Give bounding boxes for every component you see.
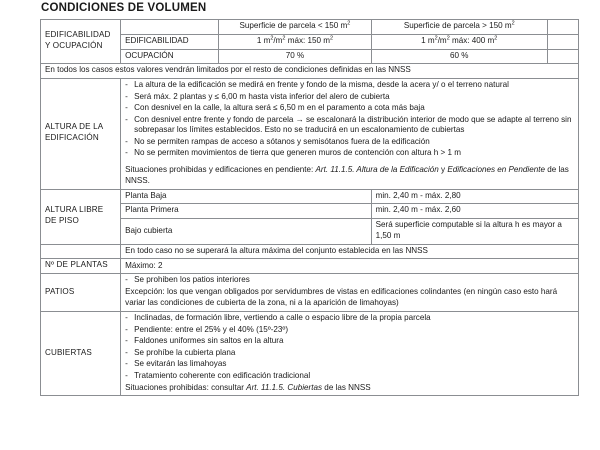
table-row xyxy=(41,259,579,274)
list-item: - Pendiente: entre el 25% y el 40% (15º-23º) xyxy=(125,325,574,336)
superscript-2: 2 xyxy=(347,20,351,27)
list-item: - Se prohiben los patios interiores xyxy=(125,275,574,286)
sublabel-ocupacion: OCUPACIÓN xyxy=(121,49,219,64)
superscript-2: 2 xyxy=(494,35,498,42)
row-label-altura-edificacion xyxy=(41,79,121,190)
table-row xyxy=(41,189,579,204)
conditions-table xyxy=(40,19,579,396)
superscript-2: 2 xyxy=(434,35,438,42)
header-superficie-menor xyxy=(219,20,371,35)
item-value-bajo-cubierta: Será superficie computable si la altura h es mayor a 1,50 m xyxy=(371,219,578,245)
superscript-2: 2 xyxy=(270,35,274,42)
superscript-2: 2 xyxy=(282,35,286,42)
list-item: - Con desnivel en la calle, la altura será ≤ 6,50 m en el paramento a cota más baja xyxy=(125,103,574,114)
cell-cubiertas-content xyxy=(121,312,579,396)
edif-menor-c: máx: 150 m xyxy=(285,35,330,45)
item-value-planta-baja: min. 2,40 m - máx. 2,80 xyxy=(371,189,578,204)
empty-cell xyxy=(41,244,121,259)
note-suffix: de las NNSS xyxy=(322,382,371,392)
note-suffix: de las NNSS. xyxy=(125,165,569,185)
row-label-numero-plantas: Nº DE PLANTAS xyxy=(41,259,121,274)
edif-mayor-b: /m xyxy=(437,35,447,45)
table-row xyxy=(41,274,579,312)
empty-narrow-cell xyxy=(547,49,578,64)
edif-mayor-a: 1 m xyxy=(421,35,435,45)
patios-paragraph: Excepción: los que vengan obligados por servidumbres de vistas en edificaciones colindantes (en ningún caso esto hará variar las condiciones de cubierta de la zona, ni a la aparición de limahoyas) xyxy=(125,286,558,307)
item-name-bajo-cubierta: Bajo cubierta xyxy=(121,219,371,245)
list-item: - Se prohíbe la cubierta plana xyxy=(125,348,574,359)
value-ocupacion-mayor: 60 % xyxy=(371,49,547,64)
row-label-line2: DE PISO xyxy=(45,216,79,226)
list-item: - Faldones uniformes sin saltos en la altura xyxy=(125,336,574,347)
item-name-planta-primera: Planta Primera xyxy=(121,204,371,219)
list-item: - Con desnivel entre frente y fondo de parcela → se escalonará la distribución interior de modo que se adapte al terreno sin sobrepasar los límites establecidos. Esto no se traducirá en un escalonamiento de cubiertas xyxy=(125,115,574,137)
list-item: - La altura de la edificación se medirá en frente y fondo de la misma, desde la acera y/ o el terreno natural xyxy=(125,80,574,91)
value-numero-plantas: Máximo: 2 xyxy=(121,259,579,274)
table-row xyxy=(41,219,579,245)
table-row xyxy=(41,204,579,219)
header-superficie-mayor-text: Superficie de parcela > 150 m xyxy=(403,21,512,30)
superscript-2: 2 xyxy=(511,20,515,27)
cell-patios-content xyxy=(121,274,579,312)
note-italic-edificaciones: Edificaciones en Pendiente xyxy=(447,165,545,175)
note-italic-art: Art. 11.1.5. Cubiertas xyxy=(246,382,323,392)
edif-menor-b: /m xyxy=(273,35,283,45)
row-label-patios: PATIOS xyxy=(41,274,121,312)
empty-cell xyxy=(121,20,219,35)
note-limitacion xyxy=(41,64,579,79)
altura-edificacion-note xyxy=(125,165,574,187)
edif-menor-a: 1 m xyxy=(256,35,271,45)
list-item: - No se permiten movimientos de tierra que generen muros de contención con altura h > 1 m xyxy=(125,148,574,159)
empty-narrow-cell xyxy=(547,20,578,35)
item-name-planta-baja: Planta Baja xyxy=(121,189,371,204)
row-label-altura-libre-piso xyxy=(41,189,121,244)
table-row xyxy=(41,312,579,396)
list-item: - Se evitarán las limahoyas xyxy=(125,359,574,370)
note-prefix: Situaciones prohibidas y edificaciones en pendiente: xyxy=(125,165,316,175)
value-edificabilidad-menor xyxy=(219,34,371,49)
superscript-2: 2 xyxy=(330,35,334,42)
cubiertas-bullet-list xyxy=(125,313,574,381)
list-item: - Será máx. 2 plantas y ≤ 6,00 m hasta vista inferior del alero de cubierta xyxy=(125,92,574,103)
note-mid: y xyxy=(438,165,448,175)
row-label-line1: ALTURA LIBRE xyxy=(45,205,104,215)
item-value-planta-primera: min. 2,40 m - máx. 2,60 xyxy=(371,204,578,219)
value-ocupacion-menor: 70 % xyxy=(219,49,371,64)
row-label-line1: ALTURA DE LA xyxy=(45,122,104,132)
header-superficie-menor-text: Superficie de parcela < 150 m xyxy=(239,21,348,30)
cubiertas-note xyxy=(125,383,574,394)
row-label-edificabilidad-ocupacion xyxy=(41,20,121,64)
value-edificabilidad-mayor xyxy=(371,34,547,49)
superscript-2: 2 xyxy=(446,35,450,42)
altura-edificacion-bullet-list xyxy=(125,80,574,159)
note-prefix: Situaciones prohibidas: consultar xyxy=(125,382,247,392)
note-limitacion-text: En todos los casos estos valores vendrán limitados por el resto de condiciones definidas en las NNSS xyxy=(45,65,411,75)
note-italic-art: Art. 11.1.5. Altura de la Edificación xyxy=(315,165,439,175)
table-row xyxy=(41,244,579,259)
row-label-line1: EDIFICABILIDAD xyxy=(45,30,111,40)
row-label-line2: Y OCUPACIÓN xyxy=(45,41,103,51)
table-row xyxy=(41,64,579,79)
table-row xyxy=(41,34,579,49)
table-row xyxy=(41,79,579,190)
edif-mayor-c: máx: 400 m xyxy=(449,35,495,45)
list-item: - No se permiten rampas de acceso a sótanos y semisótanos fuera de la edificación xyxy=(125,137,574,148)
note-altura-libre-footer: En todo caso no se superará la altura máxima del conjunto establecida en las NNSS xyxy=(121,244,579,259)
row-label-cubiertas: CUBIERTAS xyxy=(41,312,121,396)
list-item: - Inclinadas, de formación libre, vertiendo a calle o espacio libre de la propia parcela xyxy=(125,313,574,324)
sublabel-edificabilidad: EDIFICABILIDAD xyxy=(121,34,219,49)
table-row xyxy=(41,20,579,35)
list-item: - Tratamiento coherente con edificación tradicional xyxy=(125,371,574,382)
patios-bullet-list xyxy=(125,275,574,308)
header-superficie-mayor xyxy=(371,20,547,35)
page-title: CONDICIONES DE VOLUMEN xyxy=(41,2,207,14)
cell-altura-edificacion-content xyxy=(121,79,579,190)
table-row xyxy=(41,49,579,64)
row-label-line2: EDIFICACIÓN xyxy=(45,133,99,143)
empty-narrow-cell xyxy=(547,34,578,49)
